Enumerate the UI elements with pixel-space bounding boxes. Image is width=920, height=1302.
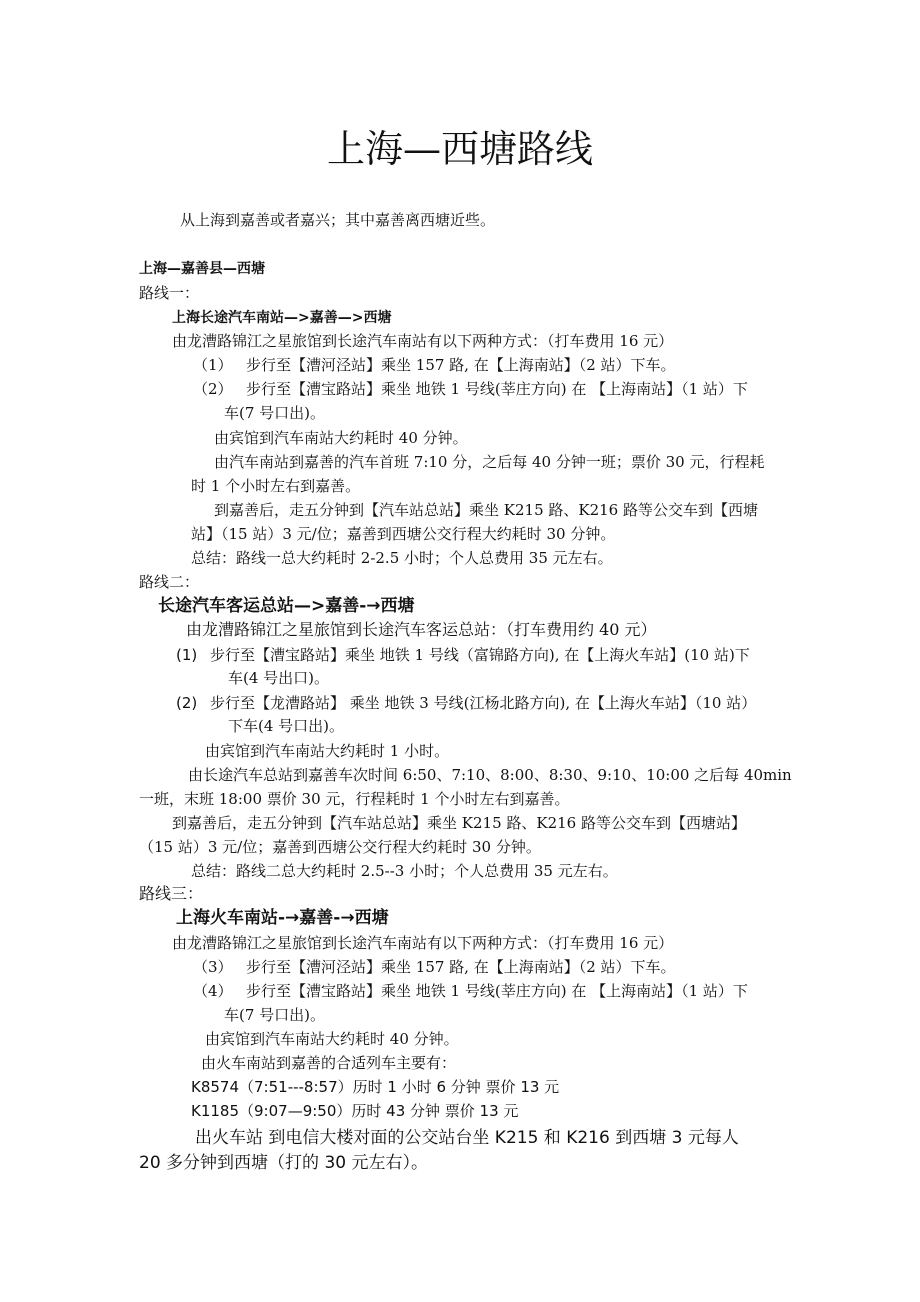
route3-trains-intro: 由火车南站到嘉善的合适列车主要有： bbox=[201, 1054, 457, 1072]
route2-arrival-continued: （15 站）3 元/位；嘉善到西塘公交行程大约耗时 30 分钟。 bbox=[139, 838, 541, 856]
route1-option1-number: （1） bbox=[193, 356, 233, 374]
section-heading: 上海—嘉善县—西塘 bbox=[139, 261, 265, 277]
intro-text: 从上海到嘉善或者嘉兴；其中嘉善离西塘近些。 bbox=[180, 211, 496, 229]
route3-heading: 上海火车南站-→嘉善-→西塘 bbox=[176, 908, 389, 928]
route3-option2-continued: 车(7 号口出)。 bbox=[224, 1006, 326, 1024]
route3-option2-number: （4） bbox=[193, 982, 233, 1000]
route2-option1-text: 步行至【漕宝路站】乘坐 地铁 1 号线（富锦路方向), 在【上海火车站】(10 站)下 bbox=[210, 646, 750, 664]
route3-option1-text: 步行至【漕河泾站】乘坐 157 路, 在【上海南站】（2 站）下车。 bbox=[246, 958, 676, 976]
route1-option2-continued: 车(7 号口出)。 bbox=[224, 404, 326, 422]
route1-option2-number: （2） bbox=[193, 380, 233, 398]
route2-heading: 长途汽车客运总站—>嘉善-→西塘 bbox=[158, 596, 415, 616]
route3-train-k1185: K1185（9:07—9:50）历时 43 分钟 票价 13 元 bbox=[191, 1102, 519, 1120]
route2-option1-continued: 车(4 号出口)。 bbox=[228, 669, 330, 687]
route2-label: 路线二： bbox=[139, 573, 200, 591]
route2-option2-continued: 下车(4 号口出)。 bbox=[228, 717, 345, 735]
route2-bus-continued: 一班，末班 18:00 票价 30 元，行程耗时 1 个小时左右到嘉善。 bbox=[139, 790, 570, 808]
route2-summary: 总结：路线二总大约耗时 2.5--3 小时；个人总费用 35 元左右。 bbox=[191, 862, 618, 880]
route3-label: 路线三： bbox=[139, 884, 204, 903]
route1-label: 路线一： bbox=[139, 284, 200, 302]
route3-option1-number: （3） bbox=[193, 958, 233, 976]
route1-option2-text: 步行至【漕宝路站】乘坐 地铁 1 号线(莘庄方向) 在 【上海南站】（1 站）下 bbox=[246, 380, 748, 398]
route1-bus: 由汽车南站到嘉善的汽车首班 7:10 分，之后每 40 分钟一班；票价 30 元，行程耗 bbox=[214, 453, 765, 471]
route2-time: 由宾馆到汽车南站大约耗时 1 小时。 bbox=[205, 742, 450, 760]
route2-desc: 由龙漕路锦江之星旅馆到长途汽车客运总站：（打车费用约 40 元） bbox=[186, 620, 657, 639]
page-title: 上海—西塘路线 bbox=[326, 127, 593, 171]
route2-arrival: 到嘉善后，走五分钟到【汽车站总站】乘坐 K215 路、K216 路等公交车到【西塘站】 bbox=[172, 814, 746, 832]
route2-option1-number: (1) bbox=[176, 646, 198, 664]
route1-arrival: 到嘉善后，走五分钟到【汽车站总站】乘坐 K215 路、K216 路等公交车到【西塘 bbox=[214, 501, 758, 519]
route2-bus: 由长途汽车总站到嘉善车次时间 6:50、7:10、8:00、8:30、9:10、10:00 之后每 40min bbox=[188, 766, 792, 784]
route1-desc: 由龙漕路锦江之星旅馆到长途汽车南站有以下两种方式：（打车费用 16 元） bbox=[172, 332, 674, 350]
route1-heading: 上海长途汽车南站—>嘉善—>西塘 bbox=[172, 310, 392, 326]
route3-final-continued: 20 多分钟到西塘（打的 30 元左右）。 bbox=[139, 1153, 428, 1173]
route1-arrival-continued: 站】（15 站）3 元/位；嘉善到西塘公交行程大约耗时 30 分钟。 bbox=[191, 525, 616, 543]
route3-option2-text: 步行至【漕宝路站】乘坐 地铁 1 号线(莘庄方向) 在 【上海南站】（1 站）下 bbox=[246, 982, 748, 1000]
route2-option2-number: (2) bbox=[176, 694, 198, 712]
route1-time: 由宾馆到汽车南站大约耗时 40 分钟。 bbox=[214, 429, 468, 447]
route3-desc: 由龙漕路锦江之星旅馆到长途汽车南站有以下两种方式：（打车费用 16 元） bbox=[172, 934, 674, 952]
route3-time: 由宾馆到汽车南站大约耗时 40 分钟。 bbox=[205, 1030, 459, 1048]
route1-option1-text: 步行至【漕河泾站】乘坐 157 路, 在【上海南站】（2 站）下车。 bbox=[246, 356, 676, 374]
route2-option2-text: 步行至【龙漕路站】 乘坐 地铁 3 号线(江杨北路方向), 在【上海火车站】（10 站） bbox=[210, 694, 757, 712]
route3-train-k8574: K8574（7:51---8:57）历时 1 小时 6 分钟 票价 13 元 bbox=[191, 1078, 560, 1096]
route3-final: 出火车站 到电信大楼对面的公交站台坐 K215 和 K216 到西塘 3 元每人 bbox=[195, 1128, 739, 1148]
route1-summary: 总结：路线一总大约耗时 2-2.5 小时；个人总费用 35 元左右。 bbox=[191, 549, 613, 567]
route1-bus-continued: 时 1 个小时左右到嘉善。 bbox=[191, 477, 361, 495]
